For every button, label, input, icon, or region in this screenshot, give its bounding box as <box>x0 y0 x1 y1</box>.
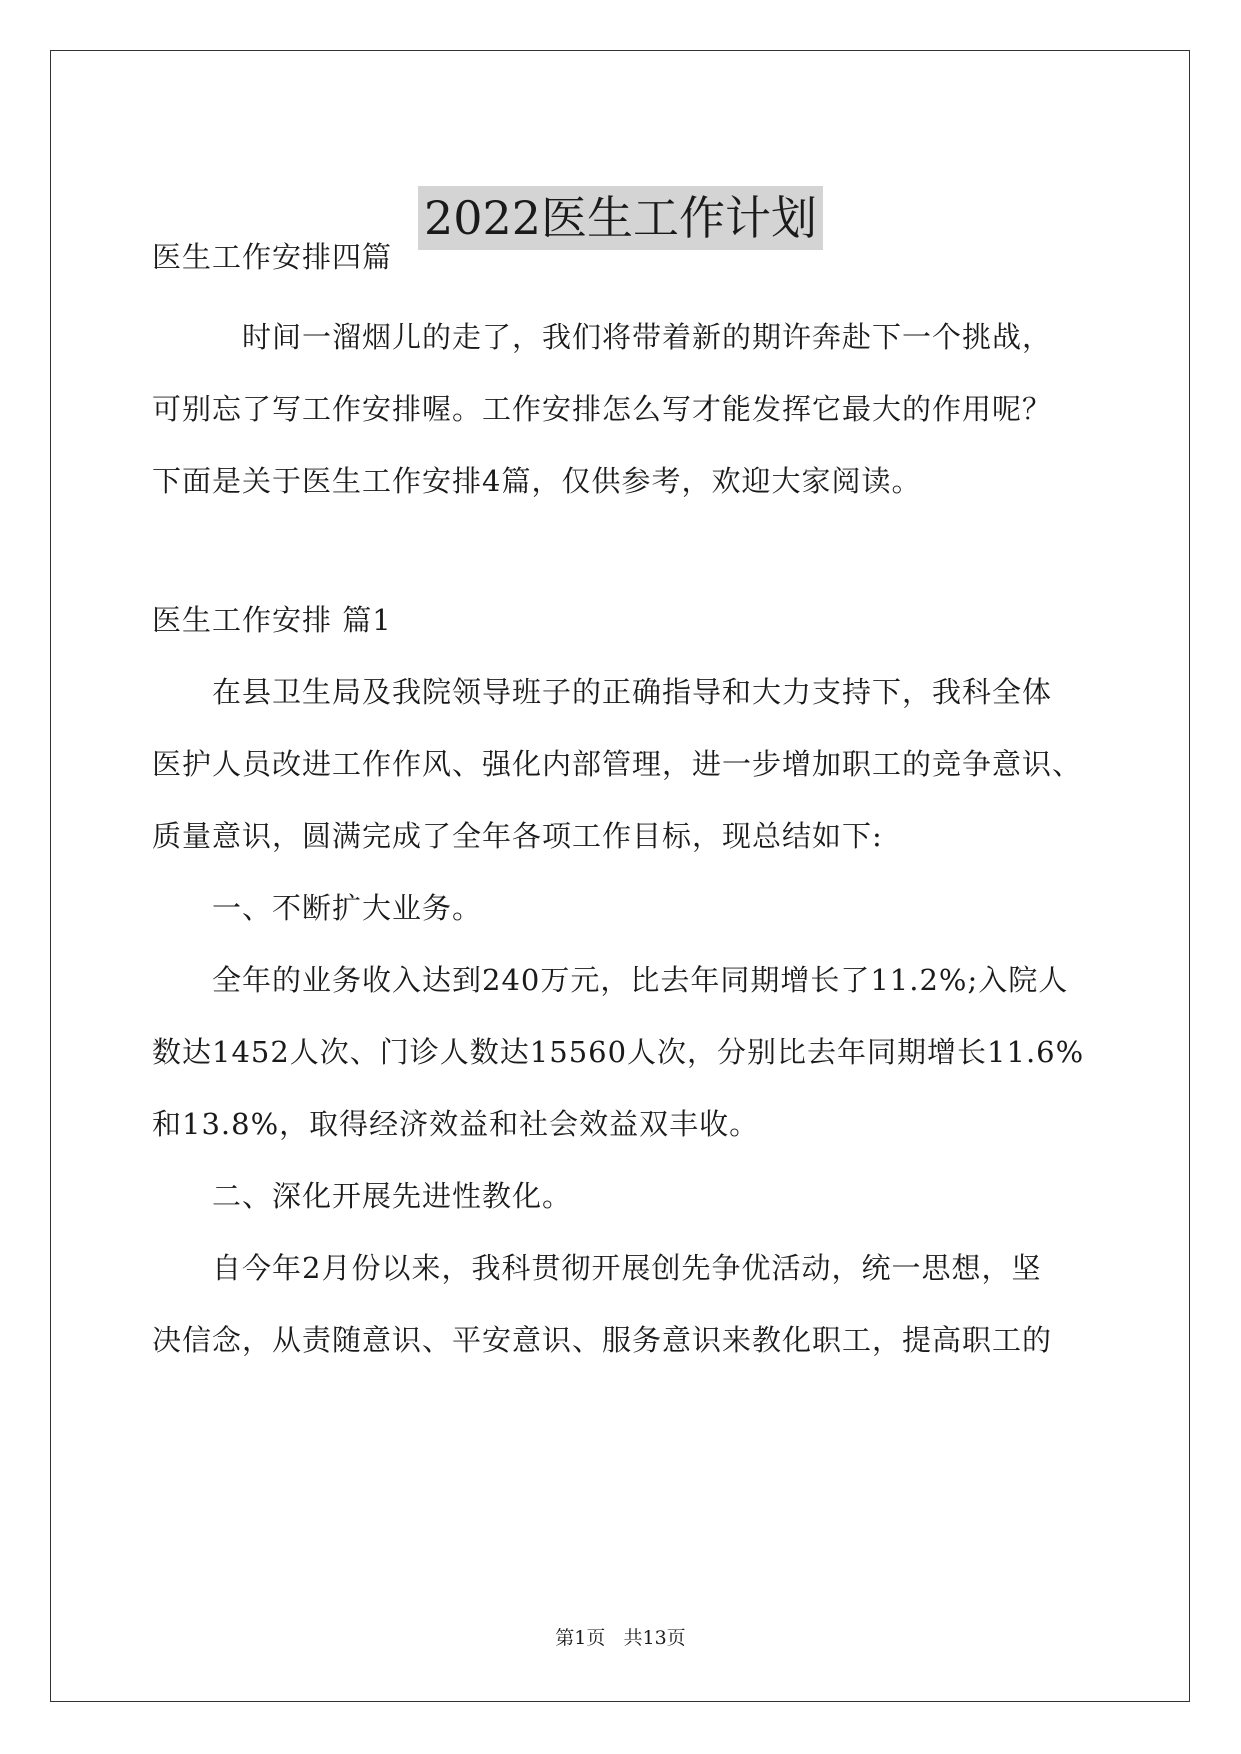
body-line: 医护人员改进工作作风、强化内部管理，进一步增加职工的竞争意识、 <box>152 747 1083 781</box>
body-line: 和13.8%，取得经济效益和社会效益双丰收。 <box>152 1107 760 1141</box>
section-heading: 医生工作安排 篇1 <box>152 603 392 637</box>
body-line: 质量意识，圆满完成了全年各项工作目标，现总结如下: <box>152 819 883 853</box>
body-line: 数达1452人次、门诊人数达15560人次，分别比去年同期增长11.6% <box>152 1035 1085 1069</box>
body-line: 决信念，从责随意识、平安意识、服务意识来教化职工，提高职工的 <box>152 1323 1053 1357</box>
intro-line: 下面是关于医生工作安排4篇，仅供参考，欢迎大家阅读。 <box>152 464 922 498</box>
body-line: 全年的业务收入达到240万元，比去年同期增长了11.2%;入院人 <box>152 963 1069 997</box>
body-line: 一、不断扩大业务。 <box>152 891 483 925</box>
body-line: 自今年2月份以来，我科贯彻开展创先争优活动，统一思想，坚 <box>152 1251 1042 1285</box>
document-subtitle: 医生工作安排四篇 <box>152 240 393 274</box>
intro-line: 可别忘了写工作安排喔。工作安排怎么写才能发挥它最大的作用呢？ <box>152 392 1053 426</box>
intro-line: 时间一溜烟儿的走了，我们将带着新的期许奔赴下一个挑战， <box>152 320 1053 354</box>
page-number: 第1页 共13页 <box>555 1627 686 1649</box>
document-title: 2022医生工作计划 <box>418 186 823 250</box>
page-border <box>50 50 1190 1702</box>
body-line: 在县卫生局及我院领导班子的正确指导和大力支持下，我科全体 <box>152 675 1053 709</box>
body-line: 二、深化开展先进性教化。 <box>152 1179 573 1213</box>
